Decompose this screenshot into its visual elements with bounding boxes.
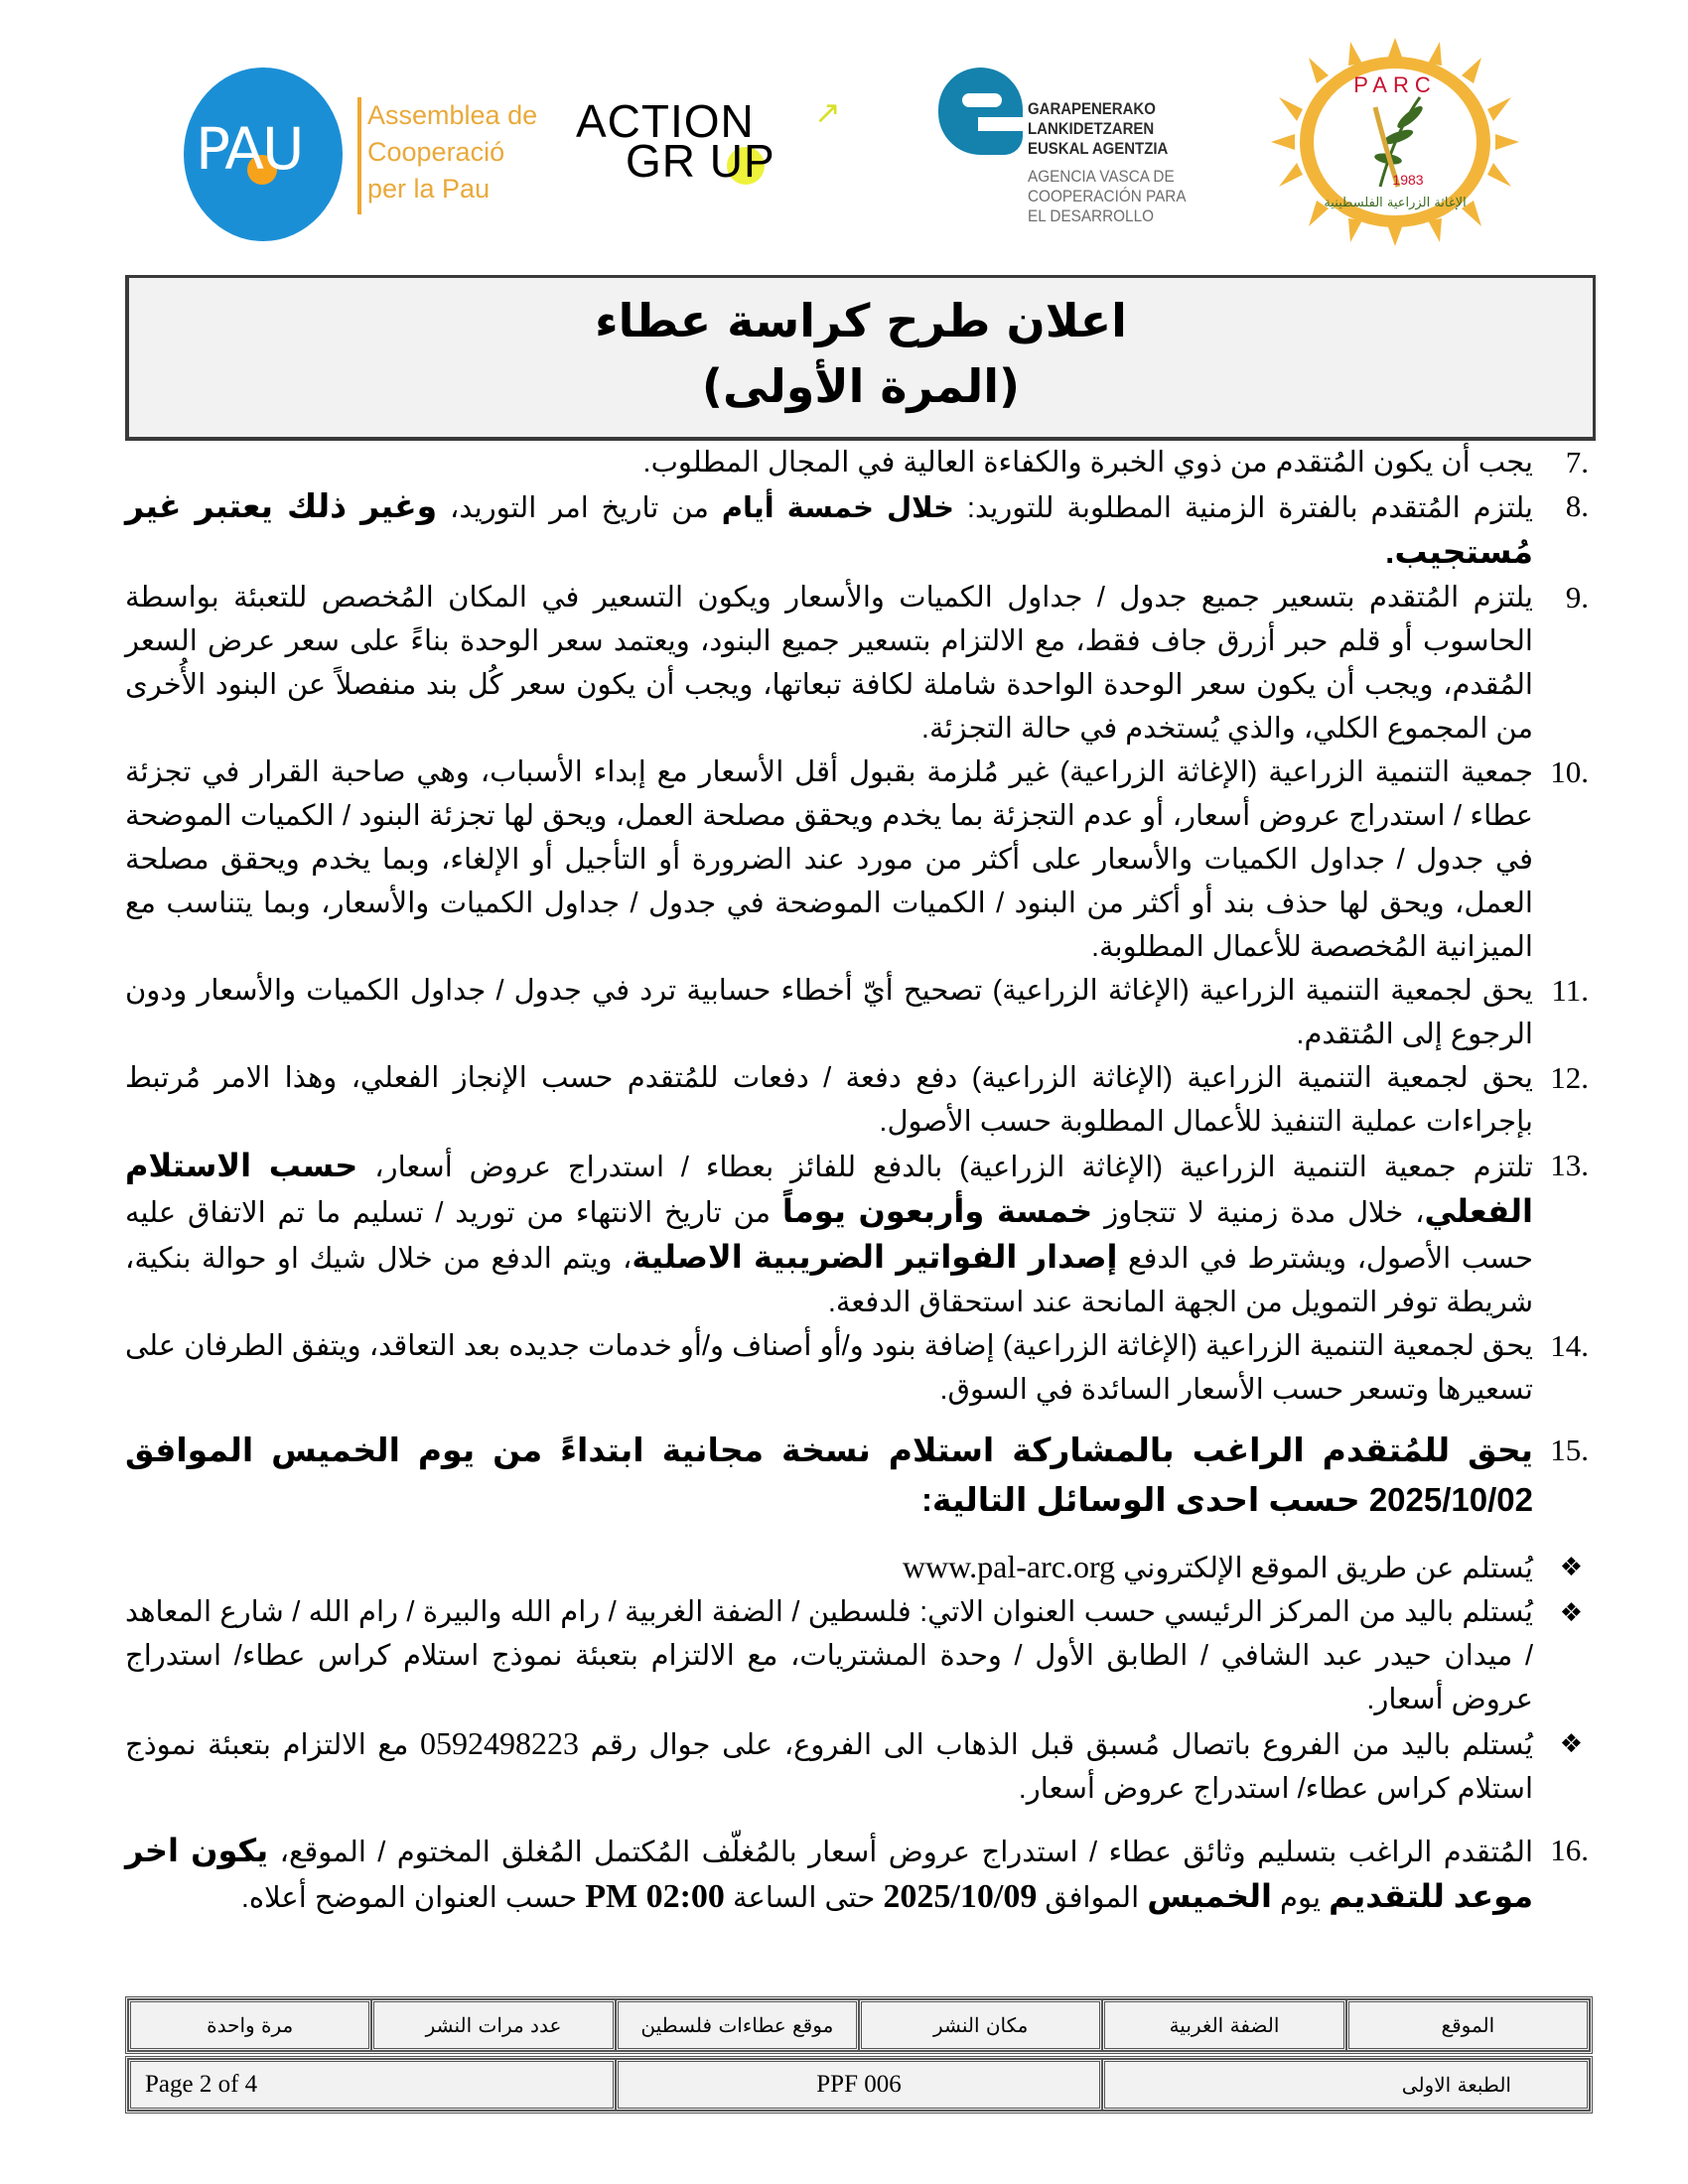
collection-methods-list (125, 1545, 1589, 1811)
eg-line-3: EUSKAL AGENTZIA (1028, 139, 1169, 158)
item-text: يحق لجمعية التنمية الزراعية (الإغاثة الزراعية) إضافة بنود و/أو أصناف و/أو خدمات جديده بعد التعاقد، ويتفق الطرفان على تسعيرها وتسعر حسب الأسعار السائدة في السوق. (125, 1330, 1533, 1406)
item-number: 11. (1551, 973, 1589, 1008)
item-text: يلتزم المُتقدم بتسعير جميع جدول / جداول الكميات والأسعار ويكون التسعير في المكان المُخصص للتعبئة بواسطة الحاسوب أو قلم حبر أزرق جاف فقط، مع الالتزام بتسعير جميع البنود، ويعتمد سعر الوحدة بناءً على سعر عرض السعر المُقدم، ويجب أن يكون سعر الوحدة الواحدة شاملة لكافة تبعاتها، ويجب أن يكون سعر كُل بند منفصلاً عن البنود الأُخرى من المجموع الكلي، والذي يُستخدم في حالة التجزئة. (125, 582, 1533, 745)
item-text: ، ويتم الدفع من خلال شيك او حوالة بنكية، شريطة توفر التمويل من الجهة المانحة عند استحقاق الدفعة. (125, 1243, 1533, 1318)
parc-logo (1251, 38, 1539, 246)
eg-line-5: COOPERACIÓN PARA (1028, 187, 1187, 205)
item-text: يجب أن يكون المُتقدم من ذوي الخبرة والكفاءة العالية في المجال المطلوب. (642, 447, 1533, 478)
item-text: يحق للمُتقدم الراغب بالمشاركة استلام نسخة مجانية ابتداءً من يوم الخميس الموافق 2025/10/02 حسب احدى الوسائل التالية: (125, 1432, 1533, 1518)
deadline-date: 2025/10/09 (883, 1878, 1038, 1915)
item-text: المُتقدم الراغب بتسليم وثائق عطاء / استدراج عروض أسعار بالمُغلّف المُكتمل المُغلق المختوم / الموقع، (268, 1837, 1534, 1868)
table-row (128, 1999, 1590, 2051)
svg-text:الإغاثة الزراعية الفلسطينية: الإغاثة الزراعية الفلسطينية (1324, 196, 1467, 210)
list-item-9 (125, 576, 1589, 751)
form-code-cell: PPF 006 (616, 2059, 1103, 2111)
document-footer-table (125, 2056, 1593, 2114)
pau-logo (184, 68, 541, 241)
item-text: تلتزم جمعية التنمية الزراعية (الإغاثة الزراعية) بالدفع للفائز بعطاء / استدراج عروض أسعار، (357, 1152, 1534, 1183)
item-number: 13. (1550, 1148, 1589, 1182)
list-item-8 (125, 484, 1589, 576)
list-item-11 (125, 969, 1589, 1056)
announcement-title-box (125, 275, 1596, 441)
actual-receipt-bold: حسب الاستلام الفعلي (125, 1148, 1533, 1229)
item-number: 12. (1550, 1060, 1589, 1095)
eg-line-4: AGENCIA VASCA DE (1028, 167, 1175, 186)
table-row (128, 2059, 1590, 2111)
item-number: 15. (1550, 1433, 1589, 1467)
pau-letters: PAU (196, 115, 303, 183)
bullet-text: مع الالتزام بتعبئة نموذج استلام كراس عطاء/ استدراج عروض أسعار. (125, 1729, 1533, 1805)
item-text: يلتزم المُتقدم بالفترة الزمنية المطلوبة للتوريد: (954, 492, 1533, 524)
diamond-bullet-icon: ❖ (1559, 1597, 1583, 1627)
action-word: ACTION (576, 95, 755, 147)
bullet-text: يُستلم عن طريق الموقع الإلكتروني (1115, 1553, 1533, 1584)
cell-location-value: الضفة الغربية (1102, 1999, 1345, 2051)
page-title: اعلان طرح كراسة عطاء (595, 294, 1127, 347)
pau-line-1: Assemblea de (367, 100, 538, 130)
item-number: 8. (1565, 488, 1589, 523)
page-subtitle: (المرة الأولى) (701, 359, 1021, 413)
cell-publish-place-value: موقع عطاءات فلسطين (616, 1999, 859, 2051)
item-text: حسب العنوان الموضح أعلاه. (240, 1882, 586, 1914)
diamond-bullet-icon: ❖ (1559, 1728, 1583, 1758)
item-text: يحق لجمعية التنمية الزراعية (الإغاثة الزراعية) تصحيح أيّ أخطاء حسابية ترد في جدول / جداول الكميات والأسعار ودون الرجوع إلى المُتقدم. (125, 975, 1533, 1050)
list-item-7 (125, 441, 1589, 484)
delivery-period-bold: خلال خمسة أيام (721, 492, 955, 524)
item-number: 10. (1550, 754, 1589, 789)
cell-publish-count-label: عدد مرات النشر (371, 1999, 615, 2051)
euskal-basque-name (1028, 99, 1168, 159)
bullet-branches (125, 1721, 1589, 1811)
payment-days-bold: خمسة وأربعون يوماً (781, 1193, 1093, 1229)
item-number: 9. (1565, 580, 1589, 614)
item-text: من تاريخ امر التوريد، (437, 492, 722, 524)
action-group-logo (576, 94, 874, 189)
publication-info-table (125, 1996, 1593, 2054)
parc-sun-emblem-icon (1271, 38, 1519, 246)
svg-text:PARC: PARC (1353, 72, 1437, 97)
deadline-bold: يكون اخر موعد للتقديم (125, 1833, 1533, 1914)
bullet-text: يُستلم باليد من الفروع باتصال مُسبق قبل الذهاب الى الفروع، على جوال رقم (578, 1729, 1533, 1761)
item-text: الموافق (1037, 1882, 1148, 1914)
list-item-12 (125, 1056, 1589, 1144)
deadline-time: 02:00 PM (585, 1878, 725, 1915)
svg-text:1983: 1983 (1392, 172, 1424, 188)
page-number-cell: Page 2 of 4 (128, 2059, 616, 2111)
list-item-13 (125, 1144, 1589, 1324)
pau-line-3: per la Pau (367, 174, 491, 204)
item-number: 7. (1565, 445, 1589, 479)
group-word: GR UP (626, 135, 775, 187)
bullet-website (125, 1545, 1589, 1590)
logo-bar (0, 0, 1688, 268)
list-item-15 (125, 1426, 1589, 1525)
bullet-main-office (125, 1590, 1589, 1721)
pau-org-name (367, 97, 537, 207)
list-item-14 (125, 1324, 1589, 1412)
tax-invoice-bold: إصدار الفواتير الضريبية الاصلية (632, 1239, 1118, 1275)
edition-cell: الطبعة الاولى (1102, 2059, 1590, 2111)
bullet-text: يُستلم باليد من المركز الرئيسي حسب العنوان الاتي: فلسطين / الضفة الغربية / رام الله والبيرة / رام الله / شارع المعاهد / ميدان حيدر عبد الشافي / الطابق الأول / وحدة المشتريات، مع الالتزام بتعبئة نموذج استلام كراس عطاء/ استدراج عروض أسعار. (125, 1596, 1533, 1715)
euskal-agentzia-logo (938, 68, 1196, 246)
item-number: 14. (1550, 1328, 1589, 1363)
eg-line-2: LANKIDETZAREN (1028, 119, 1155, 138)
non-compliance-bold: وغير ذلك يعتبر غير مُستجيب. (125, 487, 1533, 570)
euskal-spanish-name (1028, 167, 1187, 226)
cell-location-label: الموقع (1346, 1999, 1590, 2051)
conditions-list (125, 441, 1589, 1920)
e-mark-icon (938, 68, 1023, 155)
website-link[interactable]: www.pal-arc.org (902, 1549, 1116, 1584)
item-text: يوم (1272, 1882, 1330, 1914)
cell-publish-place-label: مكان النشر (859, 1999, 1102, 2051)
item-text: ، خلال مدة زمنية لا تتجاوز (1092, 1197, 1425, 1229)
deadline-day-bold: الخميس (1147, 1878, 1272, 1914)
eg-line-6: EL DESARROLLO (1028, 206, 1154, 225)
item-text: حتى الساعة (724, 1882, 884, 1914)
list-item-10 (125, 751, 1589, 969)
diamond-bullet-icon: ❖ (1559, 1552, 1583, 1581)
pau-line-2: Cooperació (367, 137, 505, 167)
list-item-16 (125, 1829, 1589, 1920)
arrow-up-right-icon: ↗ (814, 94, 841, 130)
item-number: 16. (1550, 1833, 1589, 1867)
item-text: من تاريخ الانتهاء من توريد / تسليم ما تم الاتفاق عليه حسب الأصول، ويشترط في الدفع (125, 1197, 1533, 1275)
item-text: يحق لجمعية التنمية الزراعية (الإغاثة الزراعية) دفع دفعة / دفعات للمُتقدم حسب الإنجاز الفعلي، وهذا الامر مُرتبط بإجراءات عملية التنفيذ للأعمال المطلوبة حسب الأصول. (125, 1062, 1533, 1138)
eg-line-1: GARAPENERAKO (1028, 99, 1156, 118)
cell-publish-count-value: مرة واحدة (128, 1999, 371, 2051)
pau-divider (357, 97, 361, 214)
item-text: جمعية التنمية الزراعية (الإغاثة الزراعية) غير مُلزمة بقبول أقل الأسعار مع إبداء الأسباب، وهي صاحبة القرار في تجزئة عطاء / استدراج عروض أسعار، أو عدم التجزئة بما يخدم ويحقق مصلحة العمل، ويحق لها تجزئة البنود / الكميات الموضحة في جدول / جداول الكميات والأسعار على أكثر من مورد عند الضرورة أو التأجيل أو الإلغاء، وبما يخدم ويحقق مصلحة العمل، ويحق لها حذف بند أو أكثر من البنود / الكميات الموضحة في جدول / جداول الكميات والأسعار، وبما يتناسب مع الميزانية المُخصصة للأعمال المطلوبة. (125, 756, 1533, 963)
phone-number: 0592498223 (419, 1725, 579, 1761)
